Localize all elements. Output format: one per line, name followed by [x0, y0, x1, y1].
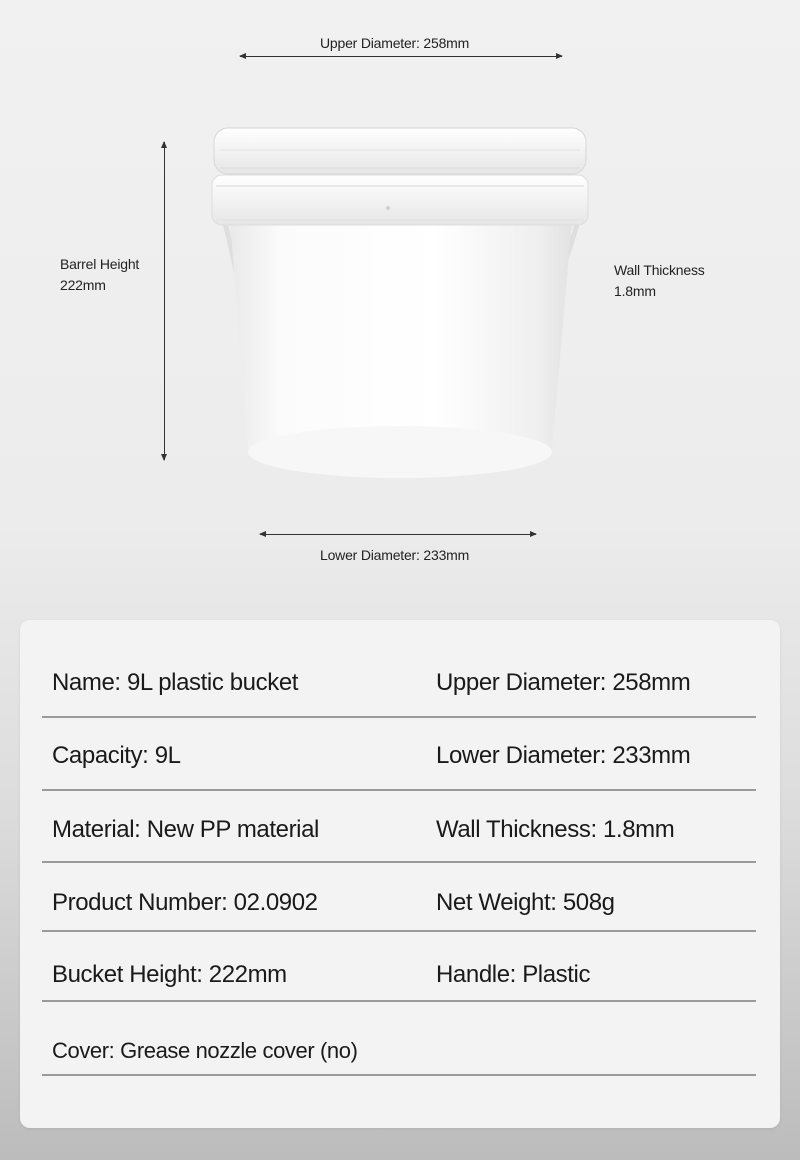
- spec-product-number: Product Number: 02.0902: [52, 889, 318, 916]
- spec-row: [42, 791, 756, 863]
- spec-wall-thickness: Wall Thickness: 1.8mm: [436, 816, 675, 843]
- spec-bucket-height: Bucket Height: 222mm: [52, 961, 287, 988]
- spec-net-weight: Net Weight: 508g: [436, 889, 615, 916]
- spec-row: [42, 718, 756, 791]
- spec-capacity: Capacity: 9L: [52, 742, 181, 769]
- barrel-height-arrow: [164, 142, 165, 460]
- lower-diameter-label: Lower Diameter: 233mm: [320, 547, 470, 563]
- wall-thickness-label-line2: 1.8mm: [614, 283, 656, 299]
- barrel-height-label: [60, 254, 139, 296]
- wall-thickness-label: [614, 260, 705, 302]
- bucket-image: [200, 120, 600, 490]
- spec-row: [42, 863, 756, 932]
- spec-material: Material: New PP material: [52, 816, 319, 843]
- spec-row: [42, 620, 756, 718]
- spec-cover: Cover: Grease nozzle cover (no): [52, 1038, 358, 1063]
- upper-diameter-arrow: [240, 56, 562, 57]
- barrel-height-label-line2: 222mm: [60, 277, 106, 293]
- upper-diameter-label: Upper Diameter: 258mm: [320, 35, 470, 51]
- lower-diameter-arrow: [260, 534, 536, 535]
- spec-upper-diameter: Upper Diameter: 258mm: [436, 669, 691, 696]
- spec-lower-diameter: Lower Diameter: 233mm: [436, 742, 691, 769]
- spec-card: [20, 620, 780, 1128]
- spec-row: [42, 932, 756, 1002]
- spec-name: Name: 9L plastic bucket: [52, 669, 299, 696]
- wall-thickness-label-line1: Wall Thickness: [614, 262, 705, 278]
- barrel-height-label-line1: Barrel Height: [60, 256, 140, 272]
- spec-row: [42, 1002, 756, 1076]
- spec-handle: Handle: Plastic: [436, 961, 591, 988]
